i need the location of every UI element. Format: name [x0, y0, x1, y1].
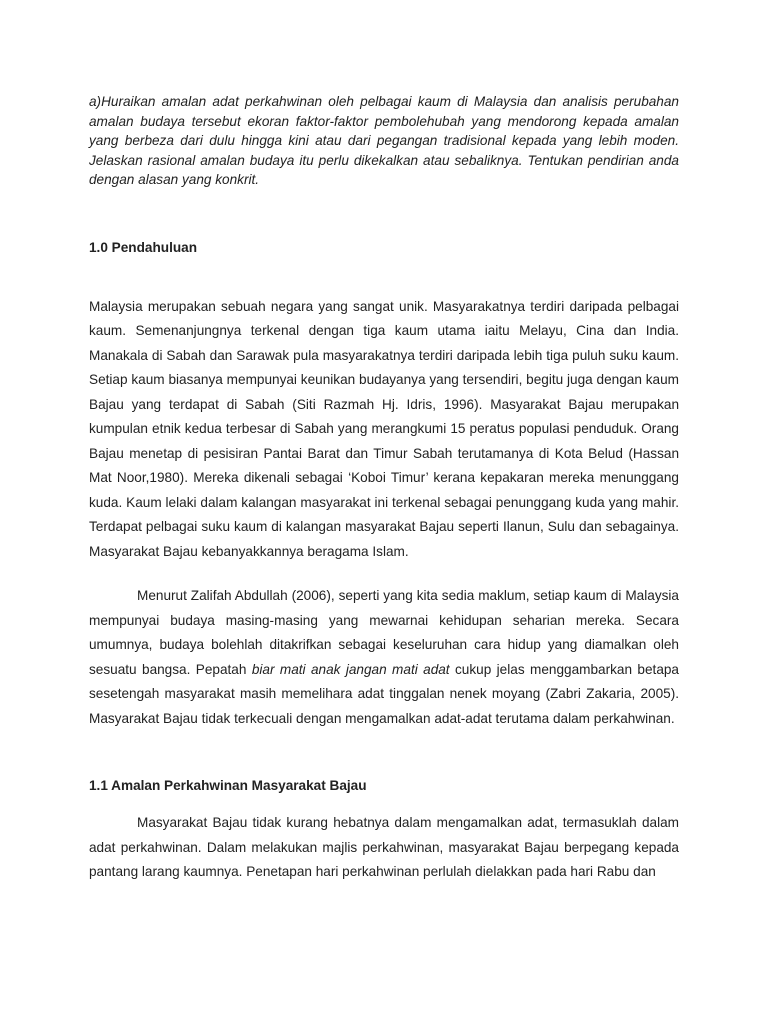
- intro-paragraph-2-text-a: Menurut Zalifah Abdullah (2006), seperti yang kita sedia maklum, setiap kaum di Malaysia mempunyai budaya masing-masing yang mewarnai kehidupan seharian mereka. Secara umumnya, budaya bolehlah ditakrifkan sebagai keseluruhan cara hidup yang diamalkan oleh sesuatu bangsa. Pepatah: [89, 588, 679, 677]
- intro-paragraph-2: [89, 584, 679, 731]
- intro-paragraph-1: Malaysia merupakan sebuah negara yang sangat unik. Masyarakatnya terdiri daripada pelbagai kaum. Semenanjungnya terkenal dengan tiga kaum utama iaitu Melayu, Cina dan India. Manakala di Sabah dan Sarawak pula masyarakatnya terdiri daripada lebih tiga puluh suku kaum. Setiap kaum biasanya mempunyai keunikan budayanya yang tersendiri, begitu juga dengan kaum Bajau yang terdapat di Sabah (Siti Razmah Hj. Idris, 1996). Masyarakat Bajau merupakan kumpulan etnik kedua terbesar di Sabah yang merangkumi 15 peratus populasi penduduk. Orang Bajau menetap di pesisiran Pantai Barat dan Timur Sabah terutamanya di Kota Belud (Hassan Mat Noor,1980). Mereka dikenali sebagai ‘Koboi Timur’ kerana kepakaran mereka menunggang kuda. Kaum lelaki dalam kalangan masyarakat ini terkenal sebagai penunggang kuda yang mahir. Terdapat pelbagai suku kaum di kalangan masyarakat Bajau seperti Ilanun, Sulu dan sebagainya. Masyarakat Bajau kebanyakkannya beragama Islam.: [89, 298, 679, 559]
- assignment-question: a)Huraikan amalan adat perkahwinan oleh pelbagai kaum di Malaysia dan analisis perubahan amalan budaya tersebut ekoran faktor-faktor pembolehubah yang mendorong kepada amalan yang berbeza dari dulu hingga kini atau dari pegangan tradisional kepada yang lebih moden. Jelaskan rasional amalan budaya itu perlu dikekalkan atau sebaliknya. Tentukan pendirian anda dengan alasan yang konkrit.: [89, 94, 679, 187]
- heading-introduction: 1.0 Pendahuluan: [89, 239, 198, 255]
- bajau-paragraph-1: Masyarakat Bajau tidak kurang hebatnya dalam mengamalkan adat, termasuklah dalam adat perkahwinan. Dalam melakukan majlis perkahwinan, masyarakat Bajau berpegang kepada pantang larang kaumnya. Penetapan hari perkahwinan perlulah dielakkan pada hari Rabu dan: [89, 815, 679, 879]
- intro-paragraph-2-text-b: cukup jelas menggambarkan betapa sesetengah masyarakat masih memelihara adat tinggalan nenek moyang (Zabri Zakaria, 2005). Masyarakat Bajau tidak terkecuali dengan mengamalkan adat-adat terutama dalam perkahwinan.: [89, 661, 679, 726]
- heading-bajau-marriage: 1.1 Amalan Perkahwinan Masyarakat Bajau: [89, 778, 367, 793]
- proverb-italic: biar mati anak jangan mati adat: [251, 661, 450, 677]
